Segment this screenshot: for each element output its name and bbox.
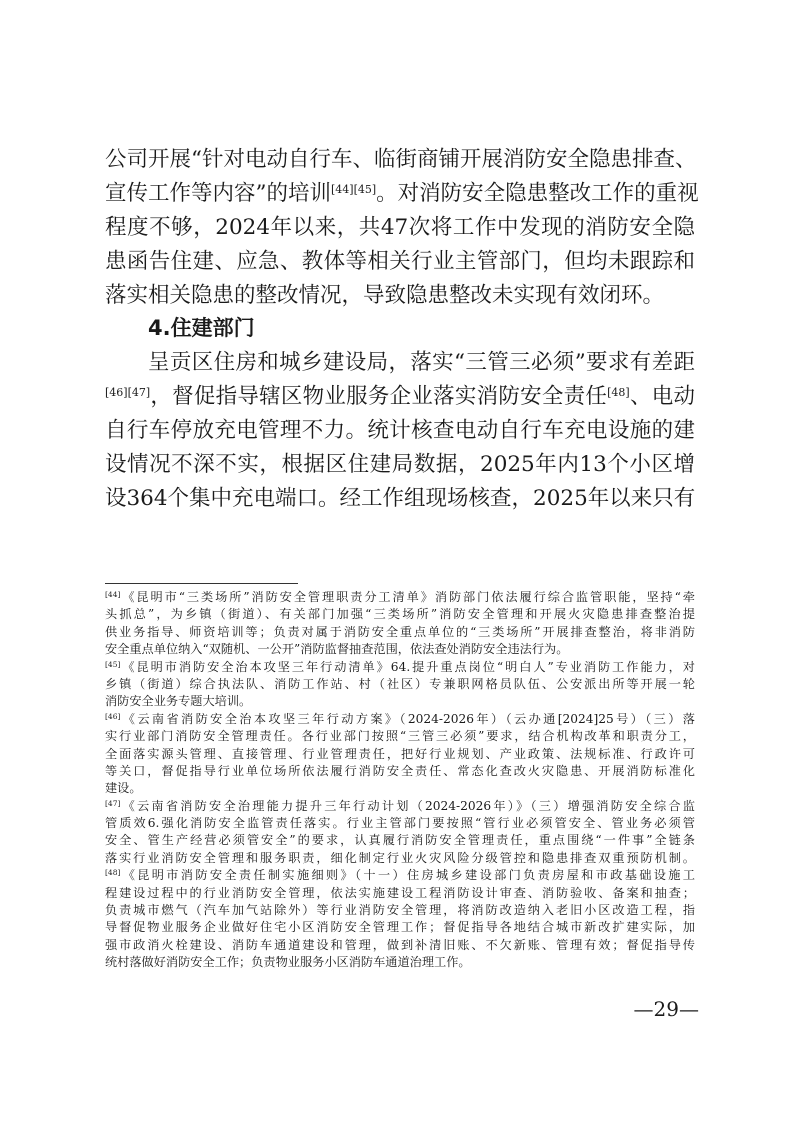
footnote-line: [44]《昆明市“三类场所”消防安全管理职责分工清单》消防部门依法履行综合监管职能，坚持“牵 xyxy=(105,590,695,604)
footnote-line: 实行业部门消防安全管理责任。各行业部门按照“三管三必须”要求，结合机构改革和职责分工， xyxy=(105,729,695,744)
footnote-line: 强市政消火栓建设、消防车通道建设和管理，做到补清旧账、不欠新账、管理有效；督促指导传 xyxy=(105,937,695,952)
footnote-line: [48]《昆明市消防安全责任制实施细则》（十一）住房城乡建设部门负责房屋和市政基础设施工 xyxy=(105,868,695,883)
body-line: 程度不够，2024年以来，共47次将工作中发现的消防安全隐 xyxy=(105,214,695,240)
body-line: 设364个集中充电端口。经工作组现场核查，2025年以来只有 xyxy=(105,485,696,511)
footnote-line: 乡镇（街道）综合执法队、消防工作站、村（社区）专兼职网格员队伍、公安派出所等开展一轮 xyxy=(105,676,695,691)
footnote-line: 全面落实源头管理、直接管理、行业管理责任，把好行业规划、产业政策、法规标准、行政许可 xyxy=(105,746,695,761)
footnote-line: 负责城市燃气（汽车加气站除外）等行业消防安全管理，将消防改造纳入老旧小区改造工程，指 xyxy=(105,903,695,918)
footnote-line: 安全、管生产经营必须管安全”的要求，认真履行消防安全管理责任，重点围绕“一件事”全链条 xyxy=(105,833,695,848)
footnote-line: 程建设过程中的行业消防安全管理，依法实施建设工程消防设计审查、消防验收、备案和抽查； xyxy=(105,885,695,900)
body-line: 自行车停放充电管理不力。统计核查电动自行车充电设施的建 xyxy=(105,418,695,444)
footnote-line: 导督促物业服务企业做好住宅小区消防安全管理工作；督促指导各地结合城市新改扩建实际，加 xyxy=(105,920,695,935)
footnote-line: 统村落做好消防安全工作；负责物业服务小区消防车通道治理工作。 xyxy=(105,955,471,970)
footnote-ref[interactable]: [44][45] xyxy=(331,182,377,196)
footnote-ref[interactable]: [46][47] xyxy=(105,386,151,400)
footnote-line: [46]《云南省消防安全治本攻坚三年行动方案》（2024-2026年）（云办通[2024]25号）（三）落 xyxy=(105,711,695,726)
body-line: 宣传工作等内容”的培训[44][45]。对消防安全隐患整改工作的重视 xyxy=(105,180,699,206)
footnote-marker: [45] xyxy=(105,659,121,669)
body-line: [46][47]，督促指导辖区物业服务企业落实消防安全责任[48]、电动 xyxy=(105,384,695,410)
body-line: 设情况不深不实，根据区住建局数据，2025年内13个小区增 xyxy=(105,452,695,478)
footnote-marker: [48] xyxy=(105,868,121,878)
section-heading: 4.住建部门 xyxy=(148,316,255,341)
body-line: 患函告住建、应急、教体等相关行业主管部门，但均未跟踪和 xyxy=(105,248,695,274)
footnote-line: 消防安全业务专题大培训。 xyxy=(105,694,252,709)
footnote-line: 头抓总”，为乡镇（街道）、有关部门加强“三类场所”消防安全管理和开展火灾隐患排查整治提 xyxy=(105,607,695,622)
footnote-line: 安全重点单位纳入“双随机、一公开”消防监督抽查范围，依法查处消防安全违法行为。 xyxy=(105,642,569,657)
footnote-ref[interactable]: [48] xyxy=(607,386,630,400)
footnote-marker: [46] xyxy=(105,711,121,721)
page-number: —29— xyxy=(633,997,699,1021)
footnote-line: 供业务指导、师资培训等；负责对属于消防安全重点单位的“三类场所”开展排查整治，将非消防 xyxy=(105,624,695,639)
main-body xyxy=(105,143,699,516)
footnote-separator xyxy=(105,583,298,584)
footnote-line: 落实行业消防安全管理和服务职责，细化制定行业火灾风险分级管控和隐患排查双重预防机制。 xyxy=(105,850,695,865)
body-line: 呈贡区住房和城乡建设局，落实“三管三必须”要求有差距 xyxy=(148,350,695,376)
body-line: 落实相关隐患的整改情况，导致隐患整改未实现有效闭环。 xyxy=(105,282,665,308)
footnote-line: 建设。 xyxy=(105,781,142,796)
footnote-line: 等关口，督促指导行业单位场所依法履行消防安全责任、常态化查改火灾隐患、开展消防标准化 xyxy=(105,763,695,778)
footnote-line: [47]《云南省消防安全治理能力提升三年行动计划（2024-2026年）》（三）增强消防安全综合监 xyxy=(105,798,695,813)
footnotes xyxy=(105,589,695,972)
footnote-line: 管质效6.强化消防安全监管责任落实。行业主管部门要按照“管行业必须管安全、管业务必须管 xyxy=(105,816,695,831)
footnote-marker: [47] xyxy=(105,798,121,808)
body-line: 公司开展“针对电动自行车、临街商铺开展消防安全隐患排查、 xyxy=(105,147,697,172)
footnote-marker: [44] xyxy=(105,590,121,599)
footnote-line: [45]《昆明市消防安全治本攻坚三年行动清单》64.提升重点岗位“明白人”专业消防工作能力，对 xyxy=(105,659,695,674)
